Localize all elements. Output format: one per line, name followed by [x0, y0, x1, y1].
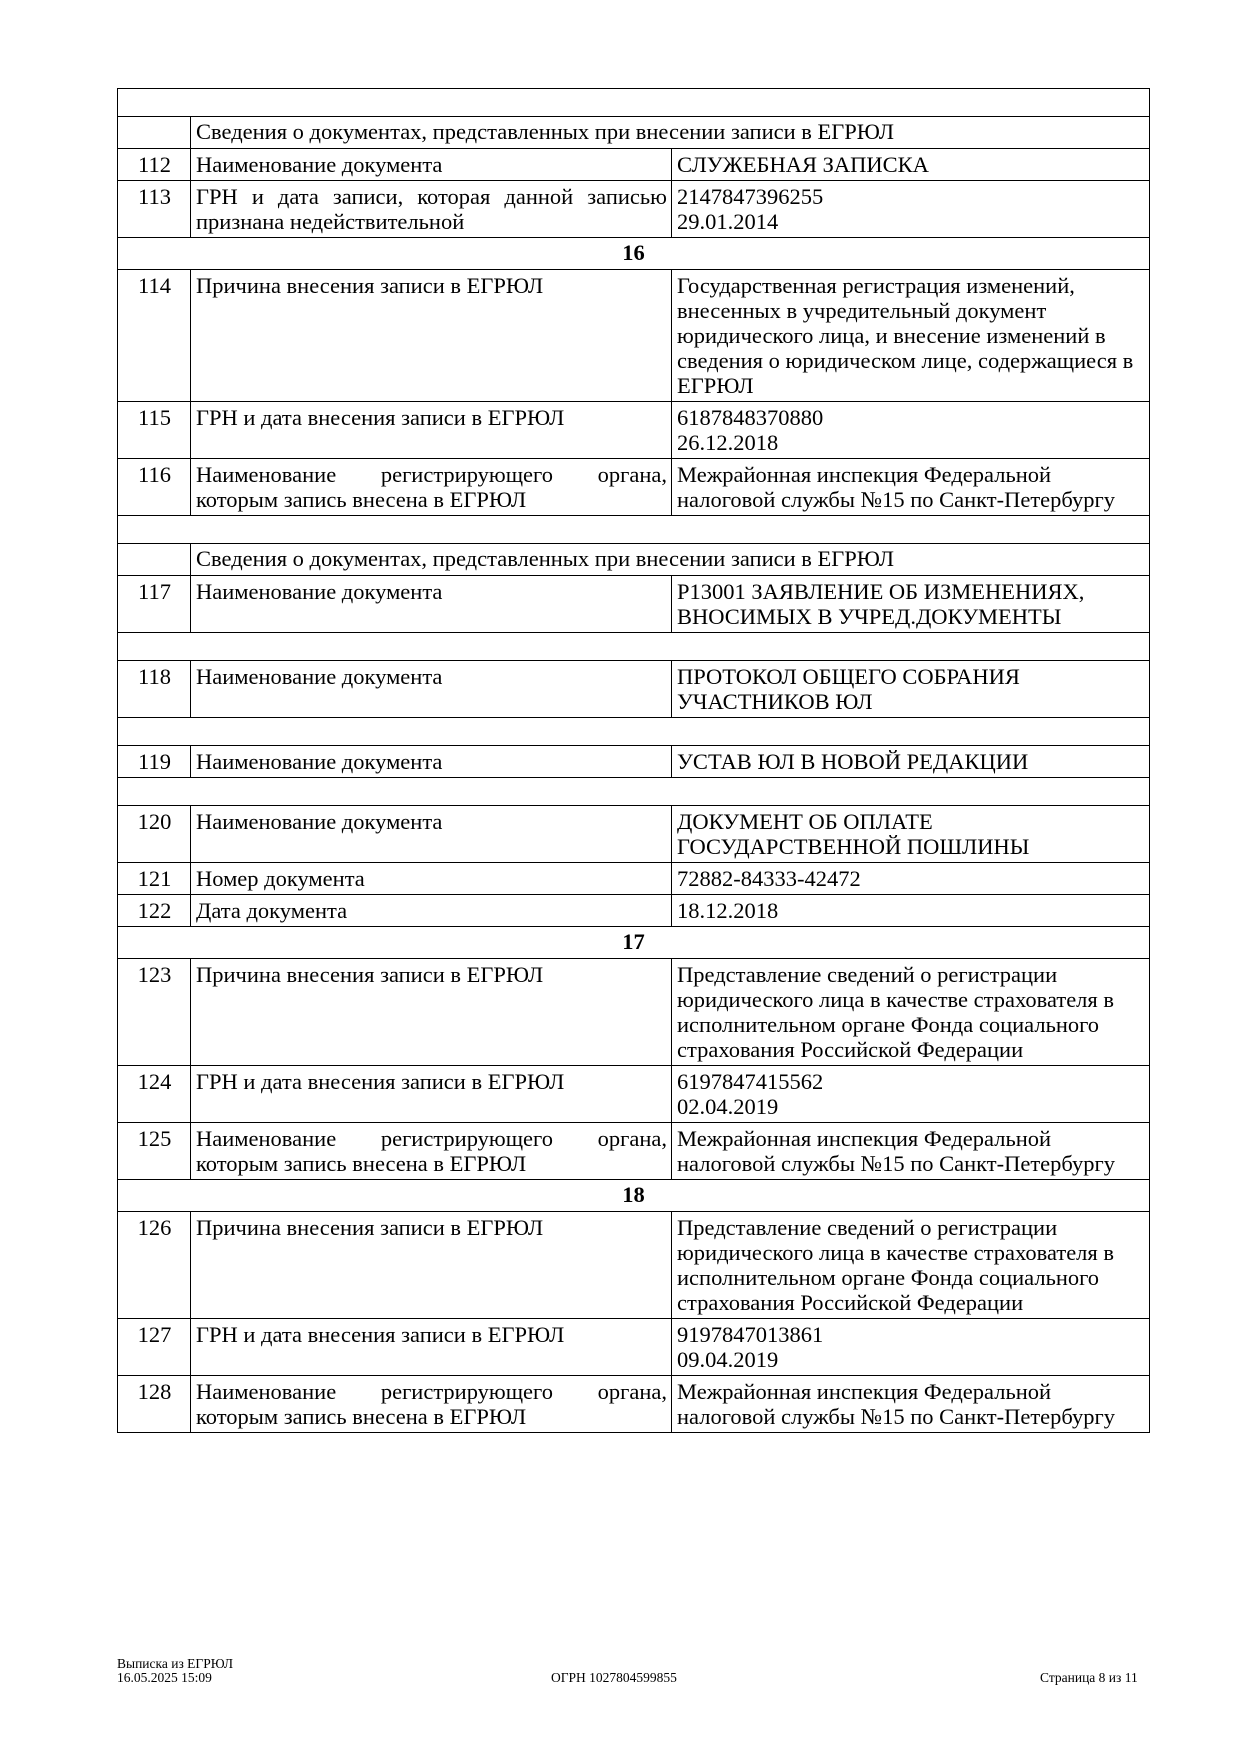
- row-value: 6187848370880 26.12.2018: [672, 402, 1150, 459]
- table-row: [118, 1319, 1150, 1376]
- row-value: Представление сведений о регистрации юридического лица в качестве страхователя в исполнительном органе Фонда социального страхования Российской Федерации: [672, 959, 1150, 1066]
- row-number: 126: [118, 1212, 191, 1319]
- record-number-heading: 18: [118, 1180, 1150, 1212]
- table-row: [118, 746, 1150, 778]
- row-label: ГРН и дата внесения записи в ЕГРЮЛ: [191, 402, 672, 459]
- spacer-cell: [118, 89, 1150, 117]
- table-row: [118, 1123, 1150, 1180]
- record-number-heading: 17: [118, 927, 1150, 959]
- section-heading-row: [118, 117, 1150, 149]
- record-number-row: [118, 238, 1150, 270]
- row-number: 113: [118, 181, 191, 238]
- row-number: 120: [118, 806, 191, 863]
- row-number: 118: [118, 661, 191, 718]
- spacer-cell: [118, 516, 1150, 544]
- row-value: 6197847415562 02.04.2019: [672, 1066, 1150, 1123]
- row-number: 121: [118, 863, 191, 895]
- row-number: 125: [118, 1123, 191, 1180]
- row-value: 2147847396255 29.01.2014: [672, 181, 1150, 238]
- row-value: 9197847013861 09.04.2019: [672, 1319, 1150, 1376]
- table-row: [118, 863, 1150, 895]
- record-number-row: [118, 1180, 1150, 1212]
- footer-ogrn: ОГРН 1027804599855: [551, 1670, 677, 1685]
- section-heading: Сведения о документах, представленных при внесении записи в ЕГРЮЛ: [191, 544, 1150, 576]
- row-number: 128: [118, 1376, 191, 1433]
- row-value: ДОКУМЕНТ ОБ ОПЛАТЕ ГОСУДАРСТВЕННОЙ ПОШЛИНЫ: [672, 806, 1150, 863]
- table-row: [118, 1376, 1150, 1433]
- row-label: ГРН и дата записи, которая данной записью признана недействительной: [191, 181, 672, 238]
- table-row: [118, 459, 1150, 516]
- row-value: СЛУЖЕБНАЯ ЗАПИСКА: [672, 149, 1150, 181]
- record-number-heading: 16: [118, 238, 1150, 270]
- spacer-cell: [118, 778, 1150, 806]
- spacer-cell: [118, 633, 1150, 661]
- section-heading: Сведения о документах, представленных при внесении записи в ЕГРЮЛ: [191, 117, 1150, 149]
- row-number: 115: [118, 402, 191, 459]
- row-number: 114: [118, 270, 191, 402]
- row-label: Наименование документа: [191, 149, 672, 181]
- footer-page-number: Страница 8 из 11: [1040, 1670, 1138, 1685]
- table-row: [118, 959, 1150, 1066]
- row-label: ГРН и дата внесения записи в ЕГРЮЛ: [191, 1319, 672, 1376]
- table-row: [118, 181, 1150, 238]
- row-label: Наименование регистрирующего органа, которым запись внесена в ЕГРЮЛ: [191, 459, 672, 516]
- row-number: 122: [118, 895, 191, 927]
- section-num-empty: [118, 117, 191, 149]
- row-label: Номер документа: [191, 863, 672, 895]
- record-number-row: [118, 927, 1150, 959]
- section-num-empty: [118, 544, 191, 576]
- table-row: [118, 149, 1150, 181]
- row-label: Наименование документа: [191, 576, 672, 633]
- row-label: Наименование регистрирующего органа, которым запись внесена в ЕГРЮЛ: [191, 1123, 672, 1180]
- table-row: [118, 1212, 1150, 1319]
- row-label: Причина внесения записи в ЕГРЮЛ: [191, 959, 672, 1066]
- row-label: Наименование документа: [191, 661, 672, 718]
- table-row: [118, 1066, 1150, 1123]
- row-value: УСТАВ ЮЛ В НОВОЙ РЕДАКЦИИ: [672, 746, 1150, 778]
- footer-doc-title: Выписка из ЕГРЮЛ: [117, 1656, 234, 1671]
- spacer-row: [118, 516, 1150, 544]
- row-value: 72882-84333-42472: [672, 863, 1150, 895]
- row-label: Наименование документа: [191, 806, 672, 863]
- row-number: 112: [118, 149, 191, 181]
- row-value: 18.12.2018: [672, 895, 1150, 927]
- egrul-records-table: [117, 88, 1150, 1433]
- table-row: [118, 402, 1150, 459]
- egrul-table-body: [118, 89, 1150, 1433]
- footer-datetime: 16.05.2025 15:09: [117, 1670, 212, 1685]
- table-row: [118, 895, 1150, 927]
- row-value: Межрайонная инспекция Федеральной налоговой службы №15 по Санкт-Петербургу: [672, 459, 1150, 516]
- row-value: Представление сведений о регистрации юридического лица в качестве страхователя в исполнительном органе Фонда социального страхования Российской Федерации: [672, 1212, 1150, 1319]
- row-number: 127: [118, 1319, 191, 1376]
- row-label: Причина внесения записи в ЕГРЮЛ: [191, 270, 672, 402]
- row-label: Дата документа: [191, 895, 672, 927]
- section-heading-row: [118, 544, 1150, 576]
- row-number: 119: [118, 746, 191, 778]
- row-label: Причина внесения записи в ЕГРЮЛ: [191, 1212, 672, 1319]
- row-label: Наименование документа: [191, 746, 672, 778]
- row-value: ПРОТОКОЛ ОБЩЕГО СОБРАНИЯ УЧАСТНИКОВ ЮЛ: [672, 661, 1150, 718]
- spacer-row: [118, 89, 1150, 117]
- row-value: Межрайонная инспекция Федеральной налоговой службы №15 по Санкт-Петербургу: [672, 1376, 1150, 1433]
- table-row: [118, 661, 1150, 718]
- row-label: Наименование регистрирующего органа, которым запись внесена в ЕГРЮЛ: [191, 1376, 672, 1433]
- row-value: Государственная регистрация изменений, внесенных в учредительный документ юридического лица, и внесение изменений в сведения о юридическом лице, содержащиеся в ЕГРЮЛ: [672, 270, 1150, 402]
- row-number: 124: [118, 1066, 191, 1123]
- spacer-row: [118, 778, 1150, 806]
- row-number: 117: [118, 576, 191, 633]
- row-value: Р13001 ЗАЯВЛЕНИЕ ОБ ИЗМЕНЕНИЯХ, ВНОСИМЫХ В УЧРЕД.ДОКУМЕНТЫ: [672, 576, 1150, 633]
- row-number: 123: [118, 959, 191, 1066]
- table-row: [118, 270, 1150, 402]
- footer-left: [117, 1657, 233, 1685]
- spacer-row: [118, 633, 1150, 661]
- table-row: [118, 576, 1150, 633]
- spacer-row: [118, 718, 1150, 746]
- spacer-cell: [118, 718, 1150, 746]
- row-value: Межрайонная инспекция Федеральной налоговой службы №15 по Санкт-Петербургу: [672, 1123, 1150, 1180]
- table-row: [118, 806, 1150, 863]
- row-number: 116: [118, 459, 191, 516]
- row-label: ГРН и дата внесения записи в ЕГРЮЛ: [191, 1066, 672, 1123]
